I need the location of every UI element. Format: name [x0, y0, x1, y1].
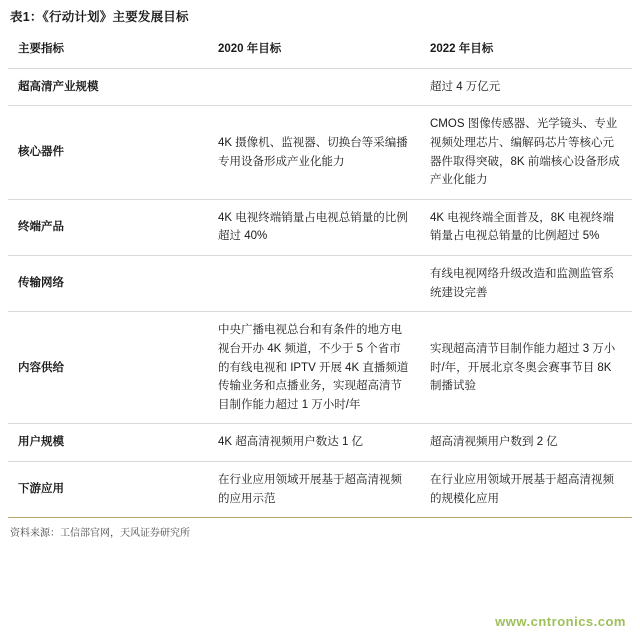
row-label: 内容供给 — [8, 312, 208, 424]
cell-2022: 超过 4 万亿元 — [420, 68, 632, 106]
column-header-metric: 主要指标 — [8, 31, 208, 68]
table-row — [8, 256, 632, 312]
table-header — [8, 31, 632, 68]
column-header-2020: 2020 年目标 — [208, 31, 420, 68]
cell-2020: 4K 电视终端销量占电视总销量的比例超过 40% — [208, 199, 420, 255]
cell-2020: 中央广播电视总台和有条件的地方电视台开办 4K 频道，不少于 5 个省市的有线电视和 IPTV 开展 4K 直播频道传输业务和点播业务，实现超高清节目制作能力超过 1 万小时/年 — [208, 312, 420, 424]
table-row — [8, 424, 632, 462]
cell-2020 — [208, 256, 420, 312]
cell-2020: 4K 摄像机、监视器、切换台等采编播专用设备形成产业化能力 — [208, 106, 420, 200]
row-label: 用户规模 — [8, 424, 208, 462]
cell-2022: 实现超高清节目制作能力超过 3 万小时/年，开展北京冬奥会赛事节目 8K 制播试验 — [420, 312, 632, 424]
column-header-2022: 2022 年目标 — [420, 31, 632, 68]
cell-2020: 4K 超高清视频用户数达 1 亿 — [208, 424, 420, 462]
table-body — [8, 68, 632, 518]
row-label: 传输网络 — [8, 256, 208, 312]
table-row — [8, 199, 632, 255]
cell-2020 — [208, 68, 420, 106]
watermark: www.cntronics.com — [495, 614, 626, 629]
cell-2022: 有线电视网络升级改造和监测监管系统建设完善 — [420, 256, 632, 312]
cell-2020: 在行业应用领域开展基于超高清视频的应用示范 — [208, 462, 420, 518]
row-label: 超高清产业规模 — [8, 68, 208, 106]
table-row — [8, 312, 632, 424]
cell-2022: 在行业应用领域开展基于超高清视频的规模化应用 — [420, 462, 632, 518]
cell-2022: 4K 电视终端全面普及，8K 电视终端销量占电视总销量的比例超过 5% — [420, 199, 632, 255]
development-goals-table — [8, 31, 632, 518]
row-label: 终端产品 — [8, 199, 208, 255]
source-note: 资料来源：工信部官网，天风证券研究所 — [10, 528, 190, 540]
row-label: 核心器件 — [8, 106, 208, 200]
table-row — [8, 106, 632, 200]
table-row — [8, 462, 632, 518]
row-label: 下游应用 — [8, 462, 208, 518]
cell-2022: CMOS 图像传感器、光学镜头、专业视频处理芯片、编解码芯片等核心元器件取得突破，8K 前端核心设备形成产业化能力 — [420, 106, 632, 200]
table-caption: 表1：《行动计划》主要发展目标 — [10, 10, 189, 24]
table-header-row — [8, 31, 632, 68]
table-row — [8, 68, 632, 106]
cell-2022: 超高清视频用户数到 2 亿 — [420, 424, 632, 462]
